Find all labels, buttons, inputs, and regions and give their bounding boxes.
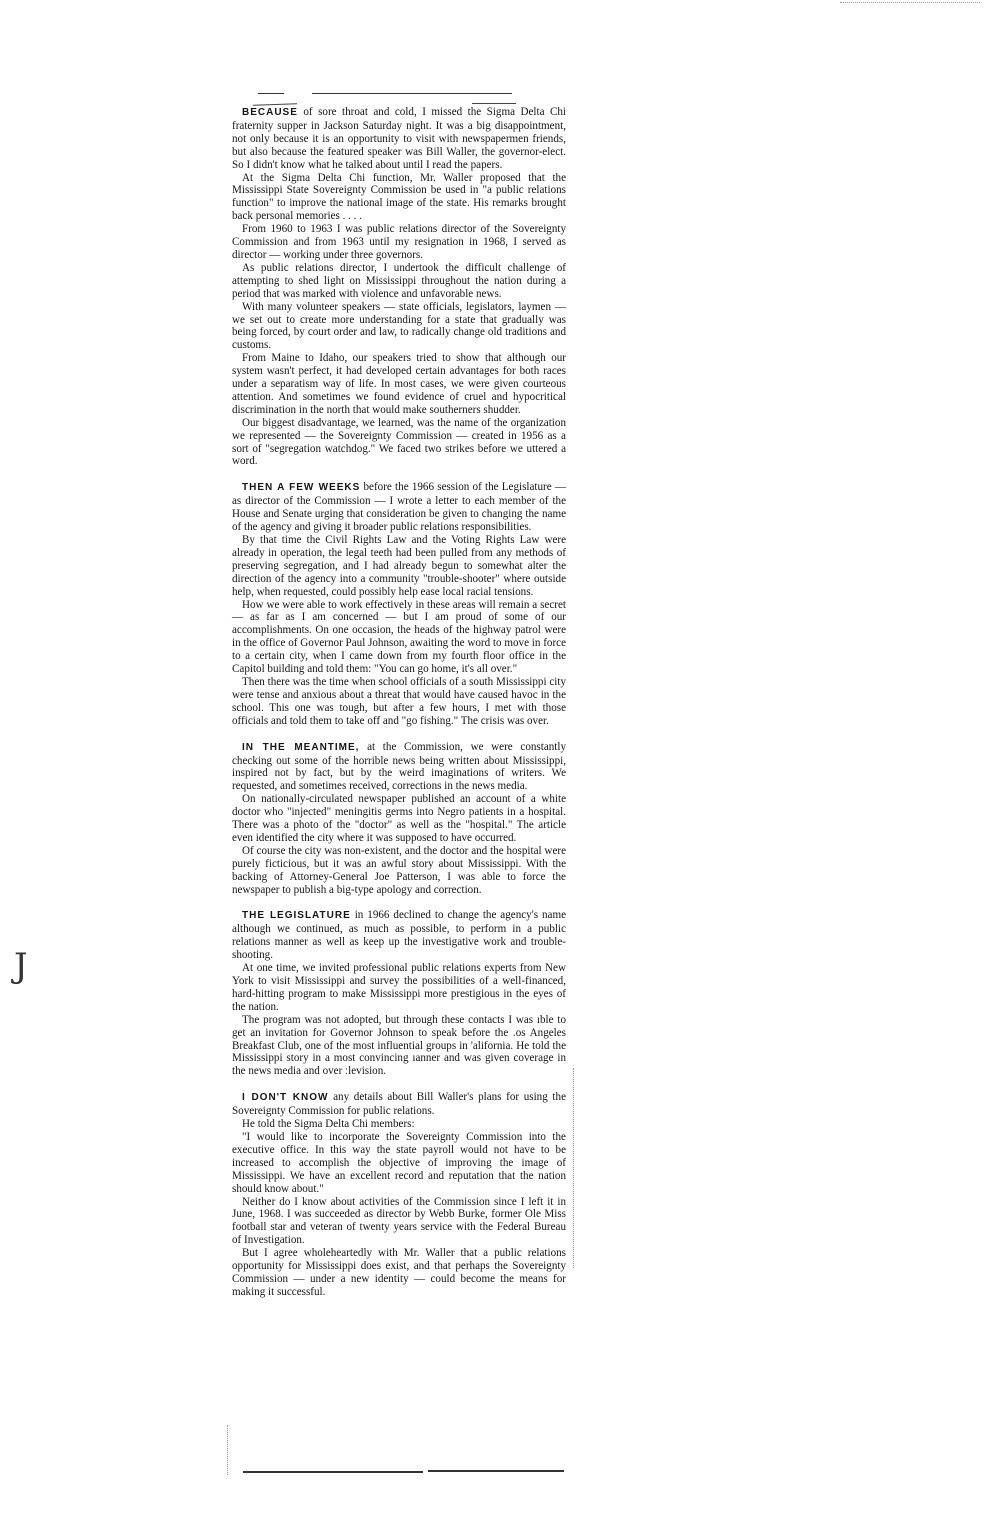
paragraph-text: in 1966 declined to change the agency's name although we continued, as much as possible, to perform in a public relations manner as well as keep up the investigative work and trouble-shooting. [232,909,566,962]
bottom-rule [243,1471,423,1473]
margin-dotted-line [227,1425,228,1475]
article-paragraph: How we were able to work effectively in these areas will remain a secret — as far as I am concerned — but I am proud of some of our accomplishments. On one occasion, the heads of the highway patrol were in the office of Governor Paul Johnson, awaiting the word to move in force to a certain city, when I came down from my fourth floor office in the Capitol building and told them: "You can go home, it's all over." [232,598,566,676]
paragraph-text: before the 1966 session of the Legislature — as director of the Commission — I wrote a letter to each member of the House and Senate urging that consideration be given to changing the name of the agency and giving it broader public relations responsibilities. [232,481,566,534]
article-paragraph: "I would like to incorporate the Sovereignty Commission into the executive office. In this way the state payroll would not have to be increased to accomplish the objective of improving the image of Mississippi. We have an excellent record and reputation that the nation should know about." [232,1130,566,1195]
article-paragraph: From Maine to Idaho, our speakers tried to show that although our system wasn't perfect, it had developed certain advantages for both races under a separatism way of life. In most cases, we were given courteous attention. And sometimes we found evidence of cruel and hypocritical discrimination in the north that would make southerners shudder. [232,352,566,416]
top-dotted-border [840,2,980,3]
article-paragraph [232,741,566,794]
article-paragraph: The program was not adopted, but through these contacts I was ıble to get an invitation for Governor Johnson to speak before the .os Angeles Breakfast Club, one of the most influential groups in 'alifornia. He told the Mississippi story in a most convincing ıanner and was given coverage in the news media and over ːlevision. [232,1013,566,1078]
article-paragraph: Our biggest disadvantage, we learned, was the name of the organization we represented — the Sovereignty Commission — created in 1956 as a sort of "segregation watchdog." We faced two strikes before we uttered a word. [232,416,566,468]
article-paragraph: At one time, we invited professional public relations experts from New York to visit Mississippi and survey the possibilities of a well-financed, hard-hitting program to make Mississippi more prestigious in the eyes of the nation. [232,962,566,1013]
article-paragraph: He told the Sigma Delta Chi members: [242,1118,415,1131]
section-kicker: I DON'T KNOW [242,1092,329,1104]
margin-handwritten-mark: J [14,946,28,986]
article-paragraph: On nationally-circulated newspaper published an account of a white doctor who "injected" meningitis germs into Negro patients in a hospital. There was a photo of the "doctor" as well as the "hospital." The article even identified the city where it was supposed to have occurred. [232,793,566,844]
article-paragraph: With many volunteer speakers — state officials, legislators, laymen — we set out to create more understanding for a state that gradually was being forced, by court order and law, to radically change old traditions and customs. [232,300,566,352]
article-paragraph [232,481,566,534]
article-paragraph: From 1960 to 1963 I was public relations director of the Sovereignty Commission and from 1963 until my resignation in 1968, I served as director — working under three governors. [232,223,566,261]
bottom-rule [428,1470,564,1472]
article-paragraph: Of course the city was non-existent, and the doctor and the hospital were purely ficticious, but it was an awful story about Mississippi. With the backing of Attorney-General Joe Patterson, I was able to force the newspaper to publish a big-type apology and correction. [232,844,566,896]
article-paragraph: Then there was the time when school officials of a south Mississippi city were tense and anxious about a threat that would have caused havoc in the school. This one was tough, but after a few hours, I met with those officials and told them to take off and "go fishing." The crisis was over. [232,675,566,727]
top-rule [312,93,512,94]
section-kicker: BECAUSE [242,107,298,118]
article-column [232,106,566,1299]
underline-mark [472,103,516,104]
section-kicker: IN THE MEANTIME, [242,741,360,753]
section-kicker: THEN A FEW WEEKS [242,482,361,494]
article-paragraph: By that time the Civil Rights Law and the Voting Rights Law were already in operation, the legal teeth had been pulled from any methods of preserving segregation, and I had already begun to somewhat alter the direction of the agency into a community "trouble-shooter" where outside help, when requested, could possibly help ease local racial tensions. [232,534,566,598]
article-paragraph: At the Sigma Delta Chi function, Mr. Waller proposed that the Mississippi State Sovereignty Commission be used in "a public relations function" to improve the national image of the state. His remarks brought back personal memories . . . . [232,171,566,223]
article-paragraph: Neither do I know about activities of the Commission since I left it in June, 1968. I was succeeded as director by Webb Burke, former Ole Miss football star and veteran of twenty years service with the Federal Bureau of Investigation. [232,1195,566,1247]
top-rule [258,93,284,94]
article-paragraph: As public relations director, I undertook the difficult challenge of attempting to shed light on Mississippi throughout the nation during a period that was marked with violence and unfavorable news. [232,261,566,300]
paragraph-text: of sore throat and cold, I missed the Sigma Delta Chi fraternity supper in Jackson Saturday night. It was a big disappointment, not only because it is an opportunity to visit with newspapermen friends, but also because the featured speaker was Bill Waller, the governor-elect. So I didn't know what he talked about until I read the papers. [232,106,566,171]
paragraph-text: any details about Bill Waller's plans for using the Sovereignty Commission for public relations. [232,1091,566,1118]
article-paragraph [232,909,566,962]
article-paragraph [232,1091,566,1118]
section-kicker: THE LEGISLATURE [242,910,351,922]
article-paragraph [232,106,566,172]
margin-dotted-line [573,1068,574,1268]
article-paragraph: But I agree wholeheartedly with Mr. Waller that a public relations opportunity for Mississippi does exist, and that perhaps the Sovereignty Commission — under a new identity — could become the means for making it successful. [232,1247,566,1298]
paragraph-text: at the Commission, we were constantly checking out some of the horrible news being written about Mississippi, inspired not by fact, but by the weird imaginations of writers. We requested, and sometimes received, corrections in the news media. [232,740,566,793]
